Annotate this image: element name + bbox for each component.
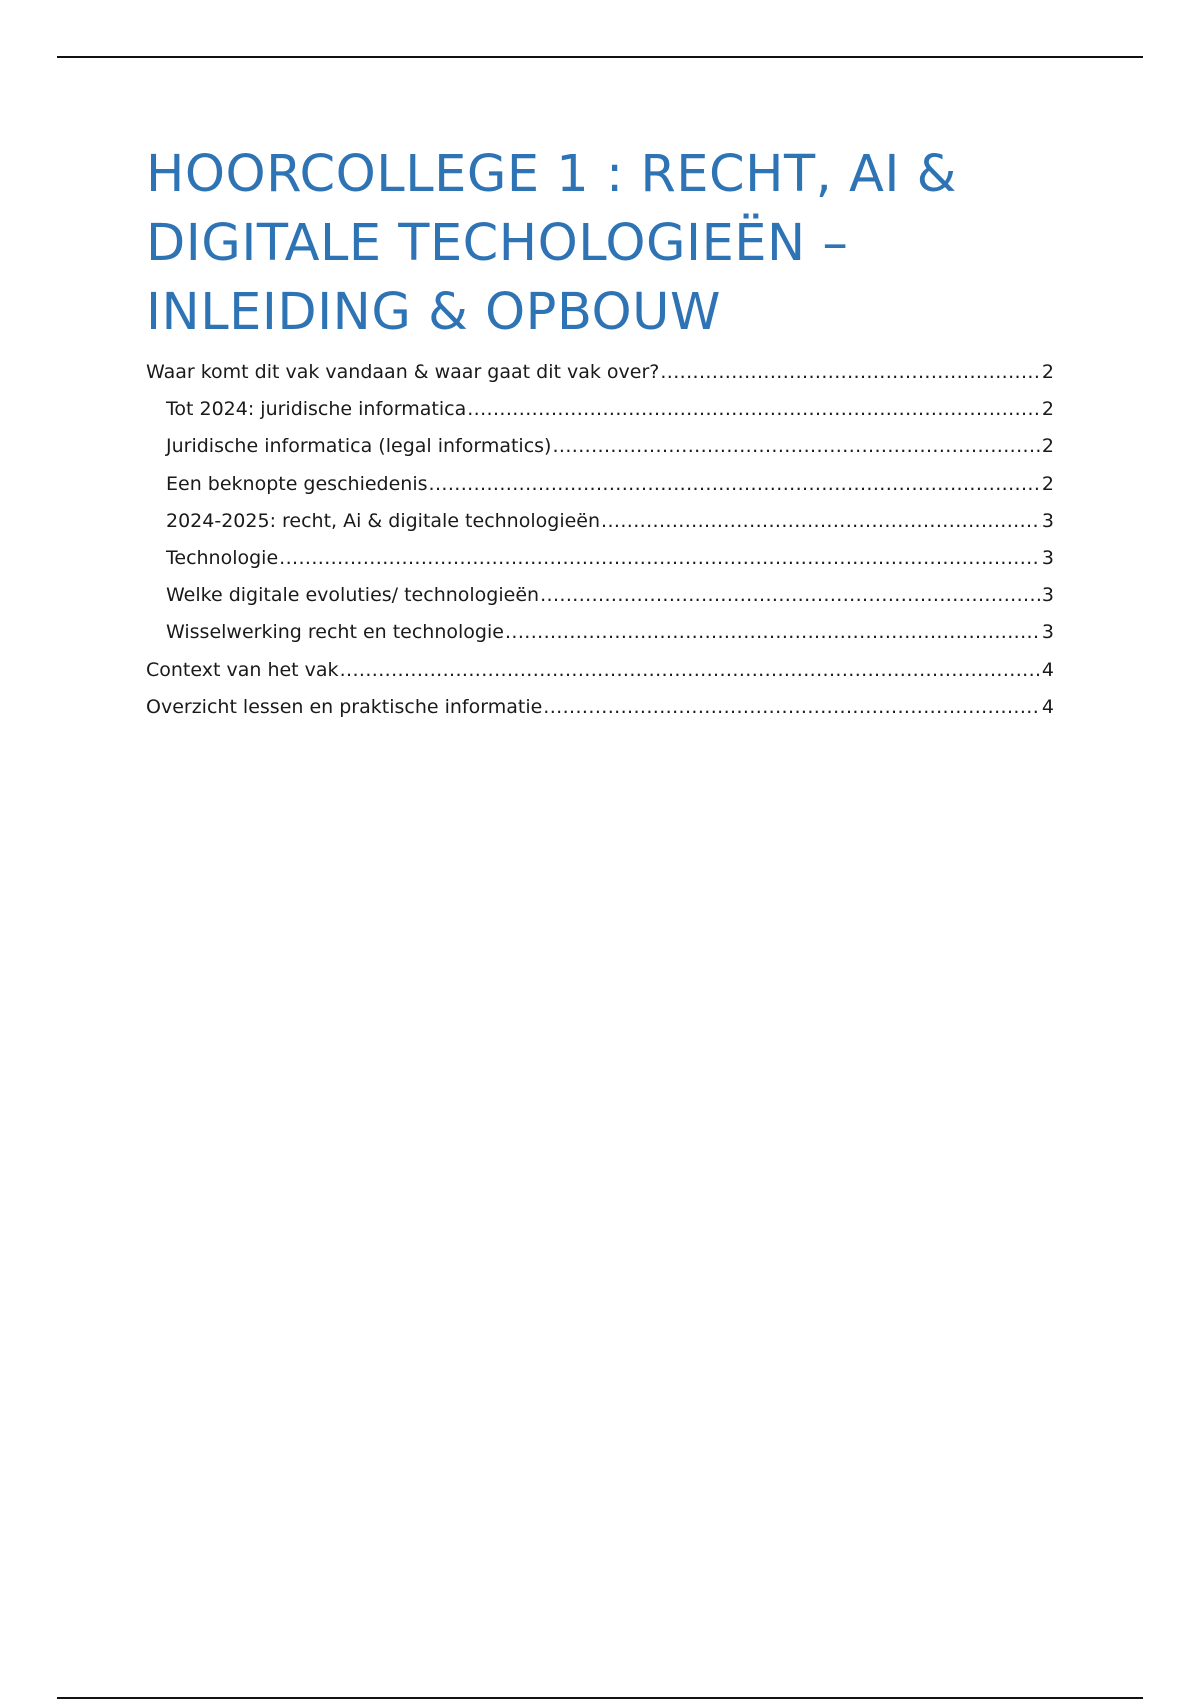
toc-entry-label: Juridische informatica (legal informatics)	[166, 435, 552, 458]
toc-entry-page: 3	[1041, 621, 1054, 644]
toc-entry-label: Waar komt dit vak vandaan & waar gaat dit vak over?	[146, 361, 660, 383]
toc-entry-label: Welke digitale evoluties/ technologieën	[166, 584, 540, 607]
header-rule	[57, 56, 1143, 58]
toc-entry-label: 2024-2025: recht, Ai & digitale technologieën	[166, 509, 601, 532]
toc-entry[interactable]	[146, 621, 1054, 658]
toc-entry-label: Context van het vak	[146, 658, 339, 681]
toc-leader	[429, 473, 1041, 495]
footer-rule	[57, 1697, 1143, 1699]
toc-entry[interactable]	[146, 361, 1054, 398]
toc-entry-label: Technologie	[166, 546, 279, 569]
title-line-1: HOORCOLLEGE 1 : RECHT, AI &	[146, 145, 957, 204]
toc-leader	[467, 398, 1041, 420]
toc-entry-page: 3	[1041, 584, 1054, 607]
toc-entry-label: Overzicht lessen en praktische informatie	[146, 695, 543, 718]
toc-entry-label: Een beknopte geschiedenis	[166, 472, 428, 495]
toc-leader	[601, 510, 1041, 532]
toc-leader	[552, 435, 1040, 457]
title-line-2: DIGITALE TECHOLOGIEËN –	[146, 214, 849, 273]
toc-entry-page: 3	[1041, 546, 1054, 569]
toc-leader	[340, 659, 1041, 681]
toc-entry-page: 2	[1041, 398, 1054, 421]
toc-entry-page: 4	[1041, 658, 1054, 681]
toc-entry[interactable]	[146, 547, 1054, 584]
toc-entry[interactable]	[146, 510, 1054, 547]
toc-entry[interactable]	[146, 659, 1054, 696]
toc-leader	[540, 584, 1041, 606]
toc-entry-label: Tot 2024: juridische informatica	[166, 398, 467, 421]
title-line-3: INLEIDING & OPBOUW	[146, 283, 721, 342]
toc-leader	[505, 621, 1041, 643]
document-title	[146, 140, 1076, 347]
toc-entry-page: 2	[1041, 435, 1054, 458]
toc-leader	[279, 547, 1041, 569]
toc-entry-page: 2	[1041, 361, 1054, 383]
toc-entry-label: Wisselwerking recht en technologie	[166, 621, 504, 644]
toc-entry[interactable]	[146, 435, 1054, 472]
toc-entry-page: 4	[1041, 695, 1054, 718]
toc-entry[interactable]	[146, 584, 1054, 621]
toc-leader	[543, 696, 1041, 718]
toc-entry[interactable]	[146, 696, 1054, 733]
toc-leader	[660, 361, 1041, 383]
toc-entry[interactable]	[146, 473, 1054, 510]
toc-entry-page: 3	[1041, 509, 1054, 532]
toc-entry[interactable]	[146, 398, 1054, 435]
table-of-contents	[146, 361, 1054, 733]
toc-entry-page: 2	[1041, 472, 1054, 495]
